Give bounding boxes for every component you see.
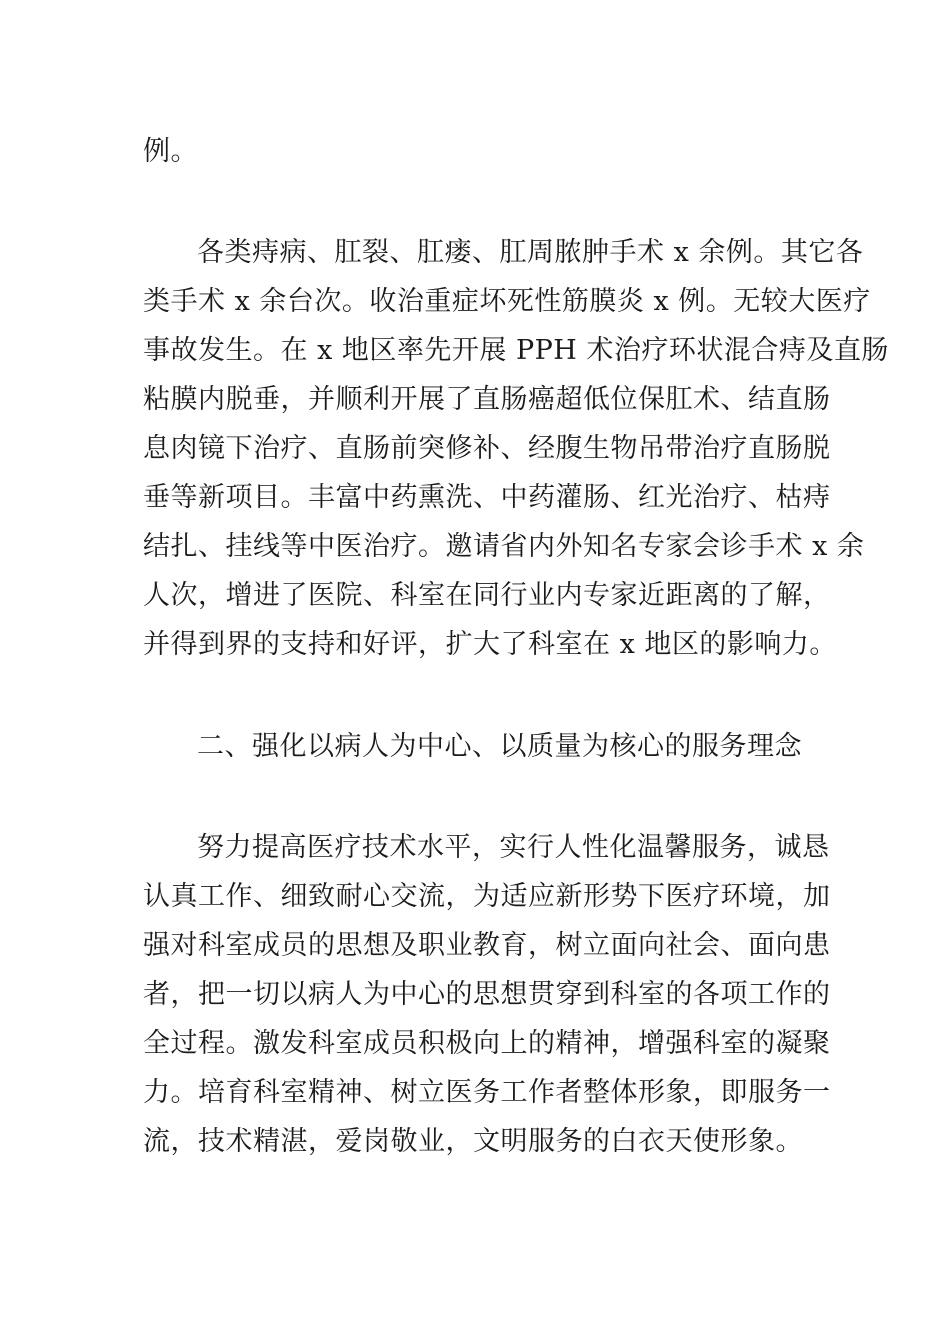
paragraph-3-line-3: 强对科室成员的思想及职业教育，树立面向社会、面向患: [143, 930, 831, 961]
paragraph-3-line-7: 流，技术精湛，爱岗敬业，文明服务的白衣天使形象。: [143, 1126, 803, 1157]
paragraph-3-line-1: 努力提高医疗技术水平，实行人性化温馨服务，诚恳: [197, 832, 830, 863]
paragraph-2-line-1: 各类痔病、肛裂、肛瘘、肛周脓肿手术 x 余例。其它各: [197, 237, 864, 268]
paragraph-3-line-6: 力。培育科室精神、树立医务工作者整体形象，即服务一: [143, 1077, 831, 1108]
paragraph-2-line-9: 并得到界的支持和好评，扩大了科室在 x 地区的影响力。: [143, 629, 837, 660]
paragraph-2-line-7: 结扎、挂线等中医治疗。邀请省内外知名专家会诊手术 x 余: [143, 531, 865, 562]
paragraph-3-line-4: 者，把一切以病人为中心的思想贯穿到科室的各项工作的: [143, 979, 831, 1010]
section-heading-2: 二、强化以病人为中心、以质量为核心的服务理念: [197, 731, 802, 762]
paragraph-1-line-1: 例。: [143, 136, 198, 167]
paragraph-2-line-5: 息肉镜下治疗、直肠前突修补、经腹生物吊带治疗直肠脱: [143, 433, 831, 464]
paragraph-2-line-2: 类手术 x 余台次。收治重症坏死性筋膜炎 x 例。无较大医疗: [143, 286, 871, 317]
paragraph-3-line-2: 认真工作、细致耐心交流，为适应新形势下医疗环境，加: [143, 881, 831, 912]
paragraph-3-line-5: 全过程。激发科室成员积极向上的精神，增强科室的凝聚: [143, 1028, 831, 1059]
paragraph-2-line-3: 事故发生。在 x 地区率先开展 PPH 术治疗环状混合痔及直肠: [143, 335, 889, 366]
paragraph-2-line-8: 人次，增进了医院、科室在同行业内专家近距离的了解，: [143, 580, 831, 611]
paragraph-2-line-4: 粘膜内脱垂，并顺利开展了直肠癌超低位保肛术、结直肠: [143, 384, 831, 415]
paragraph-2-line-6: 垂等新项目。丰富中药熏洗、中药灌肠、红光治疗、枯痔: [143, 482, 831, 513]
